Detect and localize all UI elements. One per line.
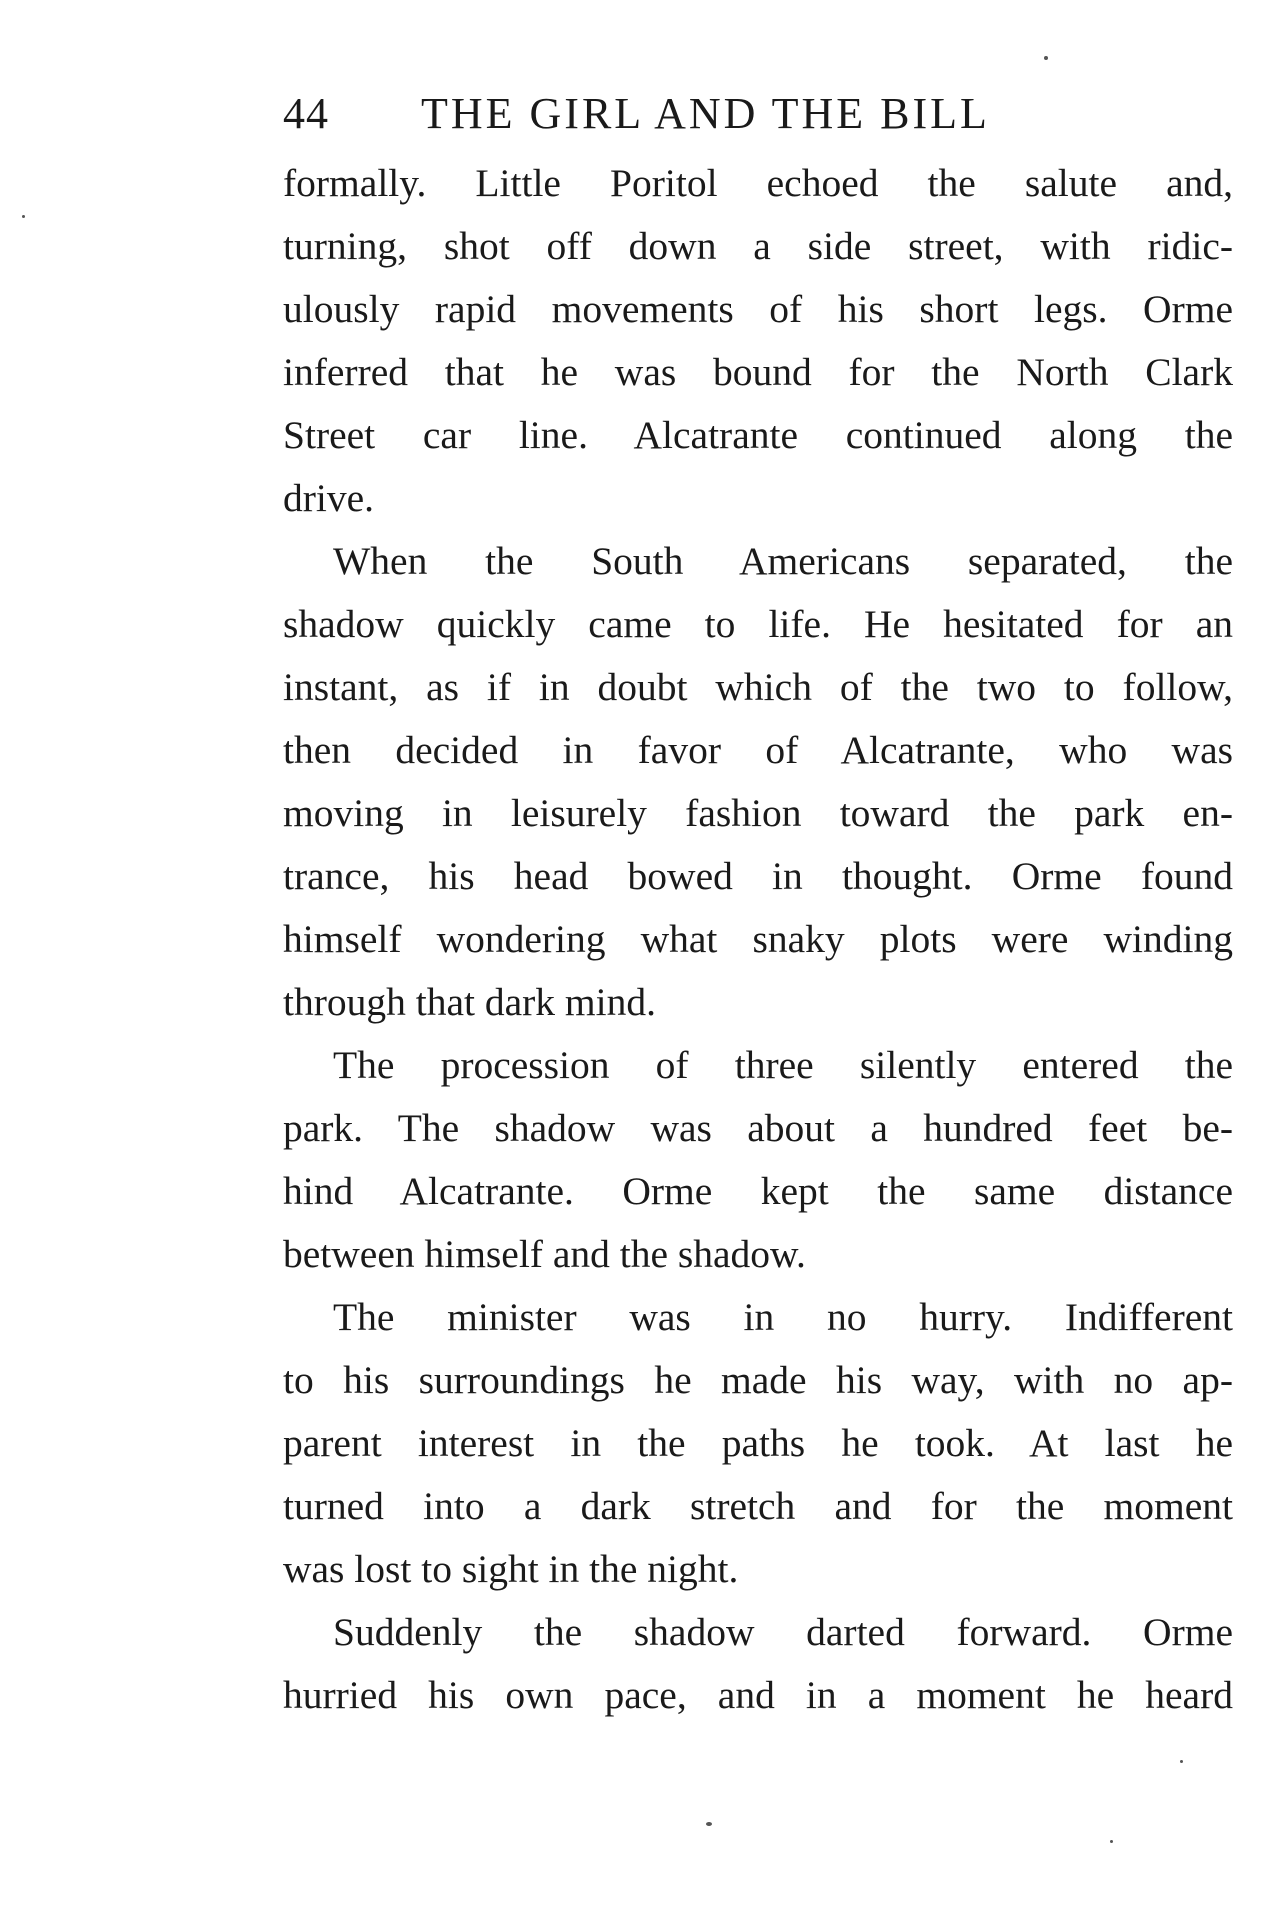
text-line: through that dark mind. <box>283 980 656 1024</box>
paragraph <box>283 152 1233 530</box>
text-line: instant, as if in doubt which of the two to follow, <box>283 665 1233 709</box>
text-line: shadow quickly came to life. He hesitated for an <box>283 602 1233 646</box>
paragraph <box>283 530 1233 1034</box>
ink-speck <box>1180 1760 1183 1763</box>
text-line: inferred that he was bound for the North Clark <box>283 350 1233 394</box>
paragraph <box>283 1034 1233 1286</box>
text-line: to his surroundings he made his way, with no ap- <box>283 1358 1233 1402</box>
text-line: was lost to sight in the night. <box>283 1547 739 1591</box>
text-line: When the South Americans separated, the <box>333 539 1233 583</box>
text-line: then decided in favor of Alcatrante, who was <box>283 728 1233 772</box>
running-head: THE GIRL AND THE BILL <box>421 89 990 138</box>
ink-speck <box>706 1822 712 1826</box>
text-line: formally. Little Poritol echoed the salute and, <box>283 161 1233 205</box>
text-line: park. The shadow was about a hundred feet be- <box>283 1106 1233 1150</box>
text-line: drive. <box>283 476 375 520</box>
paragraph <box>283 1601 1233 1727</box>
text-line: trance, his head bowed in thought. Orme found <box>283 854 1233 898</box>
text-line: hurried his own pace, and in a moment he heard <box>283 1673 1233 1717</box>
text-line: The procession of three silently entered the <box>333 1043 1233 1087</box>
text-line: parent interest in the paths he took. At last he <box>283 1421 1233 1465</box>
text-line: between himself and the shadow. <box>283 1232 806 1276</box>
paragraph <box>283 1286 1233 1601</box>
text-line: hind Alcatrante. Orme kept the same distance <box>283 1169 1233 1213</box>
text-line: moving in leisurely fashion toward the park en- <box>283 791 1233 835</box>
text-line: Suddenly the shadow darted forward. Orme <box>333 1610 1233 1654</box>
text-line: turned into a dark stretch and for the moment <box>283 1484 1233 1528</box>
text-line: The minister was in no hurry. Indifferent <box>333 1295 1233 1339</box>
text-line: Street car line. Alcatrante continued along the <box>283 413 1233 457</box>
text-line: ulously rapid movements of his short legs. Orme <box>283 287 1233 331</box>
ink-speck <box>1110 1840 1113 1843</box>
body-text <box>283 152 1233 1727</box>
ink-speck <box>1044 56 1048 60</box>
text-line: himself wondering what snaky plots were winding <box>283 917 1233 961</box>
page-number: 44 <box>283 89 329 138</box>
ink-speck <box>22 215 25 218</box>
page-header <box>283 88 1233 148</box>
text-line: turning, shot off down a side street, with ridic- <box>283 224 1233 268</box>
